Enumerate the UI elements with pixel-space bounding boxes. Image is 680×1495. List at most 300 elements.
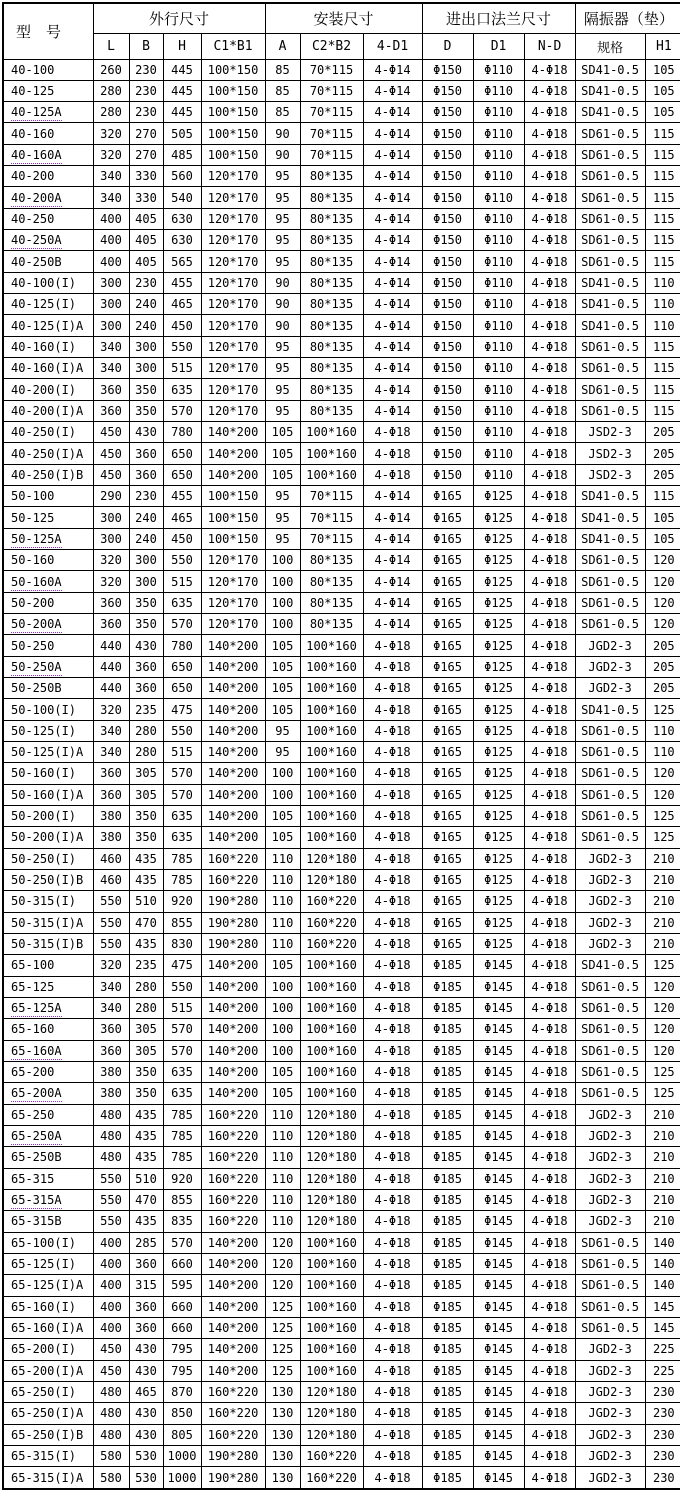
value-cell: 110 xyxy=(645,720,680,741)
value-cell: Φ110 xyxy=(473,80,524,101)
value-cell: 140*200 xyxy=(201,805,265,826)
model-cell xyxy=(3,358,93,379)
value-cell: 4-Φ18 xyxy=(363,1296,422,1317)
value-cell: 160*220 xyxy=(300,912,363,933)
value-cell: 340 xyxy=(93,997,129,1018)
model-label: 40-200(I)A xyxy=(11,403,84,418)
value-cell: 445 xyxy=(163,59,201,80)
model-cell xyxy=(3,1445,93,1466)
col-header-H: H xyxy=(163,33,201,59)
model-cell xyxy=(3,144,93,165)
model-cell xyxy=(3,507,93,528)
value-cell: 140*200 xyxy=(201,1040,265,1061)
model-cell xyxy=(3,699,93,720)
value-cell: 400 xyxy=(93,1232,129,1253)
value-cell: 140*200 xyxy=(201,1253,265,1274)
value-cell: 4-Φ14 xyxy=(363,592,422,613)
value-cell: 95 xyxy=(265,742,300,763)
value-cell: SD61-0.5 xyxy=(575,379,645,400)
value-cell: 4-Φ18 xyxy=(524,230,575,251)
model-cell xyxy=(3,464,93,485)
table-row xyxy=(3,592,680,613)
col-header-4D1: 4-D1 xyxy=(363,33,422,59)
model-label: 40-250(I)A xyxy=(11,446,84,461)
value-cell: 230 xyxy=(129,59,163,80)
value-cell: 100*160 xyxy=(300,827,363,848)
value-cell: 4-Φ14 xyxy=(363,230,422,251)
value-cell: 320 xyxy=(93,144,129,165)
value-cell: 785 xyxy=(163,1147,201,1168)
value-cell: 795 xyxy=(163,1360,201,1381)
value-cell: Φ165 xyxy=(422,869,473,890)
value-cell: 445 xyxy=(163,80,201,101)
value-cell: 795 xyxy=(163,1339,201,1360)
value-cell: 515 xyxy=(163,571,201,592)
value-cell: 95 xyxy=(265,507,300,528)
model-cell xyxy=(3,166,93,187)
table-row xyxy=(3,528,680,549)
model-label: 65-315 xyxy=(11,1171,55,1186)
model-label: 50-125(I)A xyxy=(11,745,84,760)
model-label: 50-250 xyxy=(11,638,55,653)
value-cell: 230 xyxy=(129,486,163,507)
value-cell: JGD2-3 xyxy=(575,1360,645,1381)
value-cell: SD61-0.5 xyxy=(575,571,645,592)
value-cell: Φ110 xyxy=(473,230,524,251)
model-label: 50-125 xyxy=(11,510,55,525)
model-cell xyxy=(3,187,93,208)
value-cell: 4-Φ18 xyxy=(524,443,575,464)
value-cell: 105 xyxy=(265,656,300,677)
value-cell: Φ125 xyxy=(473,635,524,656)
value-cell: 240 xyxy=(129,294,163,315)
value-cell: 70*115 xyxy=(300,123,363,144)
value-cell: 115 xyxy=(645,486,680,507)
value-cell: 470 xyxy=(129,1189,163,1210)
value-cell: 480 xyxy=(93,1424,129,1445)
value-cell: Φ110 xyxy=(473,464,524,485)
value-cell: 550 xyxy=(163,550,201,571)
value-cell: JGD2-3 xyxy=(575,1467,645,1489)
value-cell: 230 xyxy=(645,1467,680,1489)
value-cell: 100*160 xyxy=(300,1317,363,1338)
value-cell: SD61-0.5 xyxy=(575,251,645,272)
value-cell: 95 xyxy=(265,230,300,251)
table-row xyxy=(3,1317,680,1338)
value-cell: SD61-0.5 xyxy=(575,1253,645,1274)
value-cell: 235 xyxy=(129,699,163,720)
value-cell: SD61-0.5 xyxy=(575,720,645,741)
model-label: 50-125A xyxy=(11,531,62,546)
value-cell: 430 xyxy=(129,1403,163,1424)
model-label: 50-100 xyxy=(11,489,55,504)
value-cell: Φ125 xyxy=(473,507,524,528)
value-cell: 140*200 xyxy=(201,1360,265,1381)
value-cell: 300 xyxy=(93,507,129,528)
model-label: 50-250(I)B xyxy=(11,873,84,888)
value-cell: 110 xyxy=(265,933,300,954)
value-cell: 855 xyxy=(163,1189,201,1210)
value-cell: 140*200 xyxy=(201,678,265,699)
value-cell: 140*200 xyxy=(201,720,265,741)
value-cell: SD61-0.5 xyxy=(575,976,645,997)
value-cell: 380 xyxy=(93,1061,129,1082)
value-cell: 110 xyxy=(265,1211,300,1232)
value-cell: 120 xyxy=(645,763,680,784)
value-cell: Φ185 xyxy=(422,1360,473,1381)
value-cell: 360 xyxy=(129,656,163,677)
value-cell: SD61-0.5 xyxy=(575,1040,645,1061)
value-cell: 4-Φ18 xyxy=(524,1275,575,1296)
value-cell: 450 xyxy=(93,464,129,485)
value-cell: 80*135 xyxy=(300,336,363,357)
model-label: 65-100 xyxy=(11,958,55,973)
value-cell: 4-Φ18 xyxy=(524,144,575,165)
value-cell: 4-Φ14 xyxy=(363,379,422,400)
value-cell: JGD2-3 xyxy=(575,1104,645,1125)
value-cell: 300 xyxy=(93,294,129,315)
model-cell xyxy=(3,614,93,635)
value-cell: Φ150 xyxy=(422,123,473,144)
value-cell: 435 xyxy=(129,869,163,890)
value-cell: 190*280 xyxy=(201,891,265,912)
table-row xyxy=(3,144,680,165)
value-cell: JSD2-3 xyxy=(575,464,645,485)
value-cell: 105 xyxy=(265,1083,300,1104)
value-cell: 4-Φ18 xyxy=(524,1019,575,1040)
model-cell xyxy=(3,784,93,805)
value-cell: 475 xyxy=(163,699,201,720)
value-cell: Φ145 xyxy=(473,1168,524,1189)
value-cell: 160*220 xyxy=(201,1104,265,1125)
value-cell: 140 xyxy=(645,1275,680,1296)
value-cell: 4-Φ18 xyxy=(363,784,422,805)
value-cell: 205 xyxy=(645,422,680,443)
value-cell: 120 xyxy=(645,976,680,997)
value-cell: 4-Φ18 xyxy=(363,1317,422,1338)
value-cell: 435 xyxy=(129,1125,163,1146)
value-cell: 4-Φ18 xyxy=(363,1083,422,1104)
value-cell: 120*180 xyxy=(300,1189,363,1210)
model-cell xyxy=(3,486,93,507)
value-cell: Φ165 xyxy=(422,678,473,699)
value-cell: Φ110 xyxy=(473,294,524,315)
table-row xyxy=(3,294,680,315)
value-cell: Φ185 xyxy=(422,1445,473,1466)
value-cell: 480 xyxy=(93,1381,129,1402)
model-label: 40-160(I)A xyxy=(11,361,84,376)
value-cell: 4-Φ14 xyxy=(363,614,422,635)
value-cell: 635 xyxy=(163,827,201,848)
value-cell: 550 xyxy=(163,976,201,997)
value-cell: 145 xyxy=(645,1317,680,1338)
value-cell: 550 xyxy=(163,336,201,357)
table-row xyxy=(3,230,680,251)
value-cell: 4-Φ14 xyxy=(363,486,422,507)
value-cell: SD41-0.5 xyxy=(575,699,645,720)
value-cell: SD41-0.5 xyxy=(575,528,645,549)
value-cell: 120*180 xyxy=(300,1125,363,1146)
value-cell: 595 xyxy=(163,1275,201,1296)
value-cell: JGD2-3 xyxy=(575,1424,645,1445)
value-cell: 110 xyxy=(645,272,680,293)
value-cell: 120*170 xyxy=(201,230,265,251)
value-cell: 450 xyxy=(163,528,201,549)
value-cell: 110 xyxy=(265,1125,300,1146)
value-cell: 4-Φ18 xyxy=(524,336,575,357)
value-cell: 160*220 xyxy=(300,1467,363,1489)
value-cell: 4-Φ18 xyxy=(524,1339,575,1360)
value-cell: Φ150 xyxy=(422,166,473,187)
value-cell: Φ145 xyxy=(473,1424,524,1445)
value-cell: 445 xyxy=(163,102,201,123)
model-cell xyxy=(3,805,93,826)
value-cell: 100*160 xyxy=(300,635,363,656)
value-cell: 4-Φ18 xyxy=(363,443,422,464)
value-cell: 120 xyxy=(645,614,680,635)
value-cell: 85 xyxy=(265,59,300,80)
value-cell: 115 xyxy=(645,187,680,208)
model-cell xyxy=(3,1381,93,1402)
value-cell: 85 xyxy=(265,102,300,123)
value-cell: Φ165 xyxy=(422,486,473,507)
value-cell: 100*150 xyxy=(201,80,265,101)
col-header-C2B2: C2*B2 xyxy=(300,33,363,59)
value-cell: 4-Φ14 xyxy=(363,272,422,293)
value-cell: 100*160 xyxy=(300,1083,363,1104)
value-cell: 300 xyxy=(93,315,129,336)
value-cell: Φ145 xyxy=(473,1061,524,1082)
value-cell: 405 xyxy=(129,251,163,272)
table-header xyxy=(3,3,680,59)
value-cell: 650 xyxy=(163,464,201,485)
spec-table xyxy=(2,2,680,1490)
value-cell: 120*180 xyxy=(300,869,363,890)
value-cell: 140*200 xyxy=(201,763,265,784)
value-cell: 95 xyxy=(265,208,300,229)
value-cell: 100 xyxy=(265,550,300,571)
value-cell: 115 xyxy=(645,208,680,229)
table-row xyxy=(3,635,680,656)
value-cell: 130 xyxy=(265,1381,300,1402)
value-cell: 210 xyxy=(645,1189,680,1210)
value-cell: 105 xyxy=(265,678,300,699)
value-cell: 360 xyxy=(129,1296,163,1317)
value-cell: Φ165 xyxy=(422,763,473,784)
table-row xyxy=(3,805,680,826)
value-cell: 360 xyxy=(129,1317,163,1338)
model-label: 65-125 xyxy=(11,979,55,994)
value-cell: 230 xyxy=(129,272,163,293)
value-cell: Φ125 xyxy=(473,933,524,954)
value-cell: Φ110 xyxy=(473,251,524,272)
value-cell: 450 xyxy=(93,422,129,443)
value-cell: 120*170 xyxy=(201,166,265,187)
value-cell: 300 xyxy=(129,336,163,357)
value-cell: 100*150 xyxy=(201,528,265,549)
value-cell: 230 xyxy=(645,1403,680,1424)
value-cell: 4-Φ18 xyxy=(363,1275,422,1296)
value-cell: 4-Φ14 xyxy=(363,528,422,549)
value-cell: 450 xyxy=(93,443,129,464)
value-cell: 125 xyxy=(645,827,680,848)
value-cell: 140*200 xyxy=(201,784,265,805)
value-cell: 380 xyxy=(93,827,129,848)
table-row xyxy=(3,848,680,869)
model-label: 40-160 xyxy=(11,126,55,141)
value-cell: Φ150 xyxy=(422,80,473,101)
group-header-outline-dims: 外行尺寸 xyxy=(93,3,265,33)
value-cell: 4-Φ18 xyxy=(524,1168,575,1189)
value-cell: 300 xyxy=(93,528,129,549)
value-cell: SD41-0.5 xyxy=(575,294,645,315)
value-cell: SD61-0.5 xyxy=(575,1232,645,1253)
value-cell: 95 xyxy=(265,720,300,741)
value-cell: 115 xyxy=(645,358,680,379)
model-cell xyxy=(3,102,93,123)
model-label: 40-160(I) xyxy=(11,339,77,354)
value-cell: 110 xyxy=(265,1168,300,1189)
value-cell: 4-Φ18 xyxy=(524,763,575,784)
value-cell: 100*160 xyxy=(300,1061,363,1082)
value-cell: SD41-0.5 xyxy=(575,272,645,293)
value-cell: 4-Φ18 xyxy=(363,891,422,912)
value-cell: 650 xyxy=(163,656,201,677)
model-label: 65-250A xyxy=(11,1129,62,1144)
value-cell: Φ145 xyxy=(473,1125,524,1146)
value-cell: 4-Φ18 xyxy=(363,1445,422,1466)
value-cell: 280 xyxy=(129,997,163,1018)
value-cell: 160*220 xyxy=(201,1168,265,1189)
model-label: 50-160(I)A xyxy=(11,787,84,802)
value-cell: 140 xyxy=(645,1253,680,1274)
value-cell: 115 xyxy=(645,123,680,144)
value-cell: 4-Φ18 xyxy=(363,976,422,997)
value-cell: 4-Φ18 xyxy=(524,464,575,485)
value-cell: Φ165 xyxy=(422,742,473,763)
value-cell: 80*135 xyxy=(300,187,363,208)
value-cell: Φ185 xyxy=(422,1019,473,1040)
value-cell: Φ185 xyxy=(422,1381,473,1402)
value-cell: 330 xyxy=(129,187,163,208)
value-cell: 340 xyxy=(93,742,129,763)
value-cell: SD61-0.5 xyxy=(575,550,645,571)
table-row xyxy=(3,102,680,123)
model-cell xyxy=(3,1467,93,1489)
value-cell: 230 xyxy=(129,80,163,101)
value-cell: Φ110 xyxy=(473,144,524,165)
value-cell: Φ150 xyxy=(422,379,473,400)
value-cell: Φ165 xyxy=(422,720,473,741)
table-row xyxy=(3,1253,680,1274)
table-row xyxy=(3,550,680,571)
value-cell: Φ185 xyxy=(422,1424,473,1445)
value-cell: 110 xyxy=(265,1147,300,1168)
value-cell: 4-Φ18 xyxy=(524,955,575,976)
value-cell: 160*220 xyxy=(201,1403,265,1424)
model-cell xyxy=(3,80,93,101)
model-label: 40-100 xyxy=(11,62,55,77)
value-cell: SD61-0.5 xyxy=(575,1061,645,1082)
group-header-install-dims: 安装尺寸 xyxy=(265,3,422,33)
table-row xyxy=(3,720,680,741)
value-cell: 80*135 xyxy=(300,400,363,421)
value-cell: 340 xyxy=(93,720,129,741)
value-cell: 120*170 xyxy=(201,571,265,592)
value-cell: 120*170 xyxy=(201,614,265,635)
value-cell: 360 xyxy=(93,1019,129,1040)
value-cell: 100 xyxy=(265,784,300,805)
value-cell: SD61-0.5 xyxy=(575,592,645,613)
value-cell: SD41-0.5 xyxy=(575,315,645,336)
value-cell: 105 xyxy=(265,955,300,976)
value-cell: Φ125 xyxy=(473,827,524,848)
value-cell: Φ125 xyxy=(473,763,524,784)
value-cell: 105 xyxy=(265,827,300,848)
table-row xyxy=(3,1467,680,1489)
value-cell: 140*200 xyxy=(201,635,265,656)
model-label: 65-250(I)A xyxy=(11,1406,84,1421)
value-cell: Φ145 xyxy=(473,1040,524,1061)
value-cell: 120 xyxy=(265,1253,300,1274)
model-cell xyxy=(3,528,93,549)
value-cell: 140*200 xyxy=(201,1083,265,1104)
value-cell: 430 xyxy=(129,1339,163,1360)
value-cell: 70*115 xyxy=(300,144,363,165)
model-cell xyxy=(3,571,93,592)
value-cell: 515 xyxy=(163,358,201,379)
value-cell: 4-Φ14 xyxy=(363,251,422,272)
table-row xyxy=(3,315,680,336)
value-cell: Φ110 xyxy=(473,443,524,464)
value-cell: 4-Φ14 xyxy=(363,80,422,101)
table-row xyxy=(3,1104,680,1125)
value-cell: 570 xyxy=(163,614,201,635)
value-cell: 4-Φ18 xyxy=(524,507,575,528)
value-cell: 340 xyxy=(93,976,129,997)
model-cell xyxy=(3,912,93,933)
value-cell: 4-Φ18 xyxy=(524,272,575,293)
value-cell: 95 xyxy=(265,187,300,208)
value-cell: 115 xyxy=(645,251,680,272)
model-cell xyxy=(3,400,93,421)
value-cell: 360 xyxy=(93,1040,129,1061)
value-cell: Φ125 xyxy=(473,571,524,592)
value-cell: Φ165 xyxy=(422,891,473,912)
value-cell: 85 xyxy=(265,80,300,101)
value-cell: Φ185 xyxy=(422,1339,473,1360)
value-cell: Φ165 xyxy=(422,656,473,677)
model-label: 50-250A xyxy=(11,659,62,674)
value-cell: 100*160 xyxy=(300,422,363,443)
value-cell: 105 xyxy=(265,443,300,464)
value-cell: 140*200 xyxy=(201,1232,265,1253)
value-cell: 100*160 xyxy=(300,1253,363,1274)
col-header-H1: H1 xyxy=(645,33,680,59)
value-cell: 70*115 xyxy=(300,59,363,80)
value-cell: 120 xyxy=(645,1040,680,1061)
value-cell: 105 xyxy=(265,699,300,720)
value-cell: Φ125 xyxy=(473,486,524,507)
value-cell: 225 xyxy=(645,1339,680,1360)
model-cell xyxy=(3,550,93,571)
value-cell: Φ150 xyxy=(422,422,473,443)
value-cell: Φ145 xyxy=(473,1211,524,1232)
value-cell: 635 xyxy=(163,592,201,613)
value-cell: 4-Φ18 xyxy=(524,208,575,229)
value-cell: Φ185 xyxy=(422,1232,473,1253)
value-cell: 80*135 xyxy=(300,294,363,315)
